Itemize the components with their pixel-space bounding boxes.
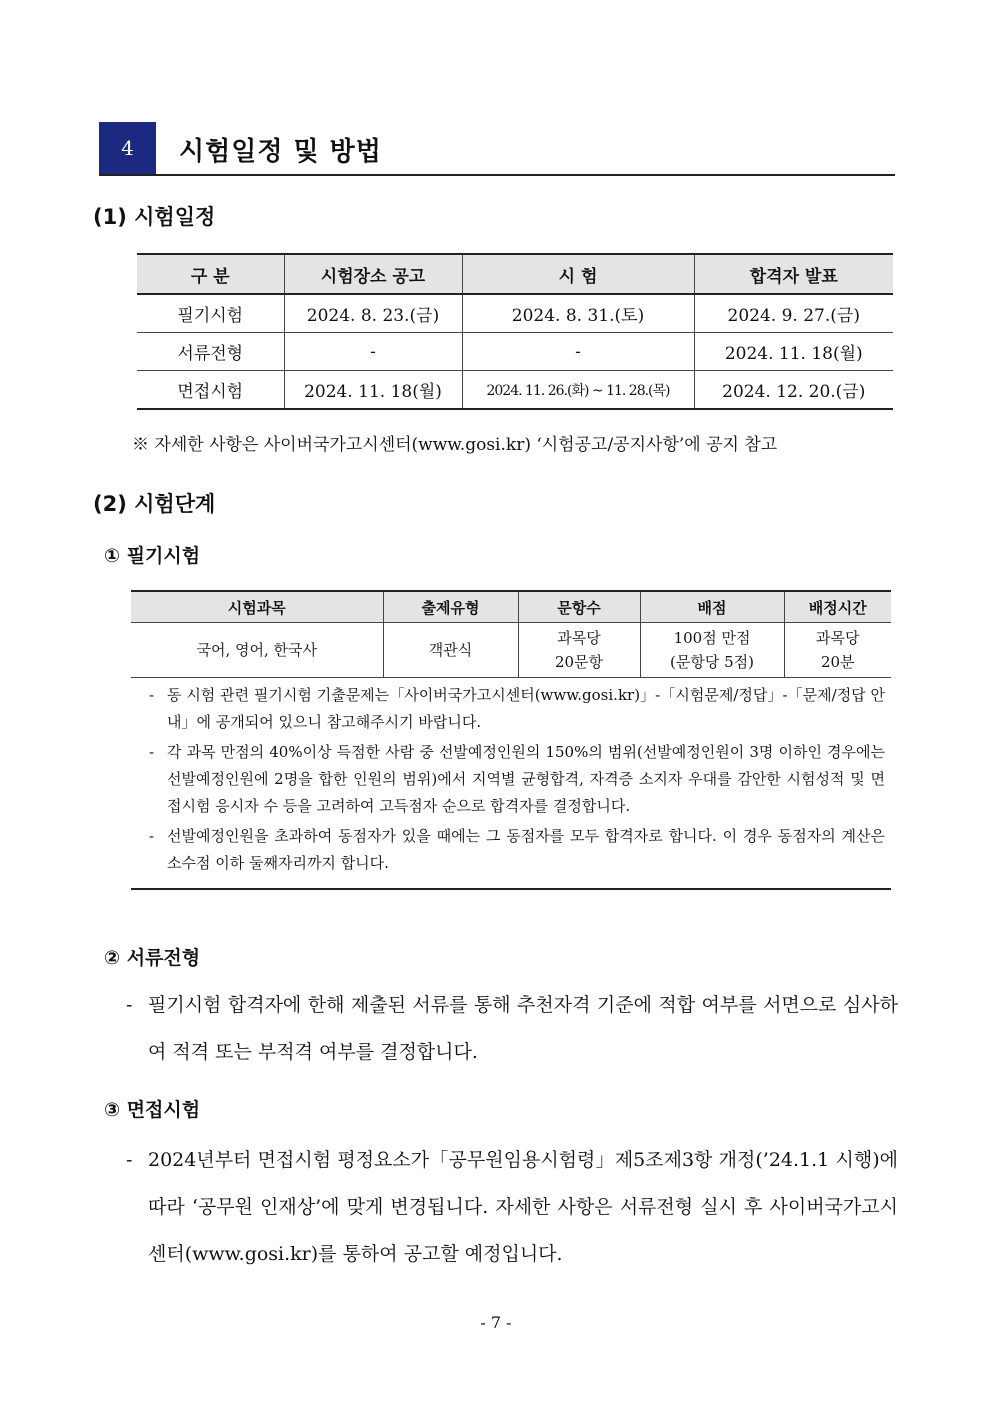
column-header: 시험과목 (131, 591, 383, 623)
written-exam-notes (131, 682, 891, 890)
paragraph-text: 필기시험 합격자에 한해 제출된 서류를 통해 추천자격 기준에 적합 여부를 서면으로 심사하여 적격 또는 부적격 여부를 결정합니다. (148, 994, 898, 1063)
schedule-table (137, 253, 893, 410)
table-cell: 2024. 8. 23.(금) (284, 294, 462, 333)
count-cell (518, 623, 640, 678)
interview-heading: ③ 면접시험 (104, 1099, 201, 1121)
section-header (99, 122, 895, 176)
score-cell (640, 623, 784, 678)
list-item: - 동 시험 관련 필기시험 기출문제는「사이버국가고시센터(www.gosi.kr)」-「시험문제/정답」-「문제/정답 안내」에 공개되어 있으니 참고해주시기 바랍니다. (131, 682, 891, 736)
score-line: (문항당 5점) (670, 653, 754, 671)
table-row (137, 294, 893, 333)
list-item: - 각 과목 만점의 40%이상 득점한 사람 중 선발예정인원의 150%의 범위(선발예정인원이 3명 이하인 경우에는 선발예정인원에 2명을 합한 인원의 범위)에서 지역별 균형합격, 자격증 소지자 우대를 감안한 시험성적 및 면접시험 응시자 수 등을 고려하여 고득점자 순으로 합격자를 결정합니다. (131, 739, 891, 820)
written-exam-table (131, 590, 891, 678)
table-row (131, 623, 891, 678)
time-line: 과목당 (816, 629, 860, 647)
interview-text: - 2024년부터 면접시험 평정요소가「공무원임용시험령」제5조제3항 개정(’24.1.1 시행)에 따라 ‘공무원 인재상’에 맞게 변경됩니다. 자세한 사항은 서류전형 실시 후 사이버국가고시센터(www.gosi.kr)를 통하여 공고할 예정입니다. (126, 1137, 898, 1278)
table-cell: 필기시험 (137, 294, 284, 333)
table-cell: 2024. 11. 26.(화) ~ 11. 28.(목) (462, 371, 694, 410)
table-cell: 2024. 12. 20.(금) (694, 371, 893, 410)
schedule-heading: (1) 시험일정 (93, 205, 216, 229)
type-cell: 객관식 (383, 623, 518, 678)
written-exam-heading: ① 필기시험 (104, 545, 201, 567)
column-header: 시험장소 공고 (284, 254, 462, 294)
column-header: 구 분 (137, 254, 284, 294)
table-cell: - (284, 333, 462, 371)
table-cell: 2024. 11. 18(월) (694, 333, 893, 371)
count-line: 20문항 (554, 653, 604, 671)
document-screening-text: - 필기시험 합격자에 한해 제출된 서류를 통해 추천자격 기준에 적합 여부를 서면으로 심사하여 적격 또는 부적격 여부를 결정합니다. (126, 982, 898, 1076)
table-cell: 2024. 8. 31.(토) (462, 294, 694, 333)
section-title: 시험일정 및 방법 (179, 137, 382, 167)
schedule-note: ※ 자세한 사항은 사이버국가고시센터(www.gosi.kr) ‘시험공고/공지사항’에 공지 참고 (132, 435, 778, 455)
list-item-text: 선발예정인원을 초과하여 동점자가 있을 때에는 그 동점자를 모두 합격자로 합니다. 이 경우 동점자의 계산은 소수점 이하 둘째자리까지 합니다. (167, 827, 885, 872)
table-row (137, 333, 893, 371)
stages-heading: (2) 시험단계 (93, 492, 216, 516)
count-line: 과목당 (557, 629, 601, 647)
column-header: 시 험 (462, 254, 694, 294)
subjects-cell: 국어, 영어, 한국사 (131, 623, 383, 678)
table-cell: 2024. 11. 18(월) (284, 371, 462, 410)
column-header: 배점 (640, 591, 784, 623)
table-header-row (131, 591, 891, 623)
list-item: - 선발예정인원을 초과하여 동점자가 있을 때에는 그 동점자를 모두 합격자로 합니다. 이 경우 동점자의 계산은 소수점 이하 둘째자리까지 합니다. (131, 823, 891, 877)
column-header: 배정시간 (784, 591, 891, 623)
column-header: 출제유형 (383, 591, 518, 623)
table-cell: 2024. 9. 27.(금) (694, 294, 893, 333)
list-item-text: 각 과목 만점의 40%이상 득점한 사람 중 선발예정인원의 150%의 범위(선발예정인원이 3명 이하인 경우에는 선발예정인원에 2명을 합한 인원의 범위)에서 지역별 균형합격, 자격증 소지자 우대를 감안한 시험성적 및 면접시험 응시자 수 등을 고려하여 고득점자 순으로 합격자를 결정합니다. (167, 743, 885, 815)
column-header: 합격자 발표 (694, 254, 893, 294)
document-screening-heading: ② 서류전형 (104, 947, 201, 969)
paragraph-text: 2024년부터 면접시험 평정요소가「공무원임용시험령」제5조제3항 개정(’24.1.1 시행)에 따라 ‘공무원 인재상’에 맞게 변경됩니다. 자세한 사항은 서류전형 실시 후 사이버국가고시센터(www.gosi.kr)를 통하여 공고할 예정입니다. (148, 1149, 898, 1265)
column-header: 문항수 (518, 591, 640, 623)
score-line: 100점 만점 (673, 629, 751, 647)
table-cell: - (462, 333, 694, 371)
list-item-text: 동 시험 관련 필기시험 기출문제는「사이버국가고시센터(www.gosi.kr)」-「시험문제/정답」-「문제/정답 안내」에 공개되어 있으니 참고해주시기 바랍니다. (167, 686, 885, 731)
time-cell (784, 623, 891, 678)
section-number: 4 (99, 122, 156, 174)
time-line: 20분 (820, 653, 855, 671)
table-cell: 면접시험 (137, 371, 284, 410)
table-row (137, 371, 893, 410)
table-cell: 서류전형 (137, 333, 284, 371)
table-header-row (137, 254, 893, 294)
page-number: - 7 - (480, 1313, 512, 1332)
